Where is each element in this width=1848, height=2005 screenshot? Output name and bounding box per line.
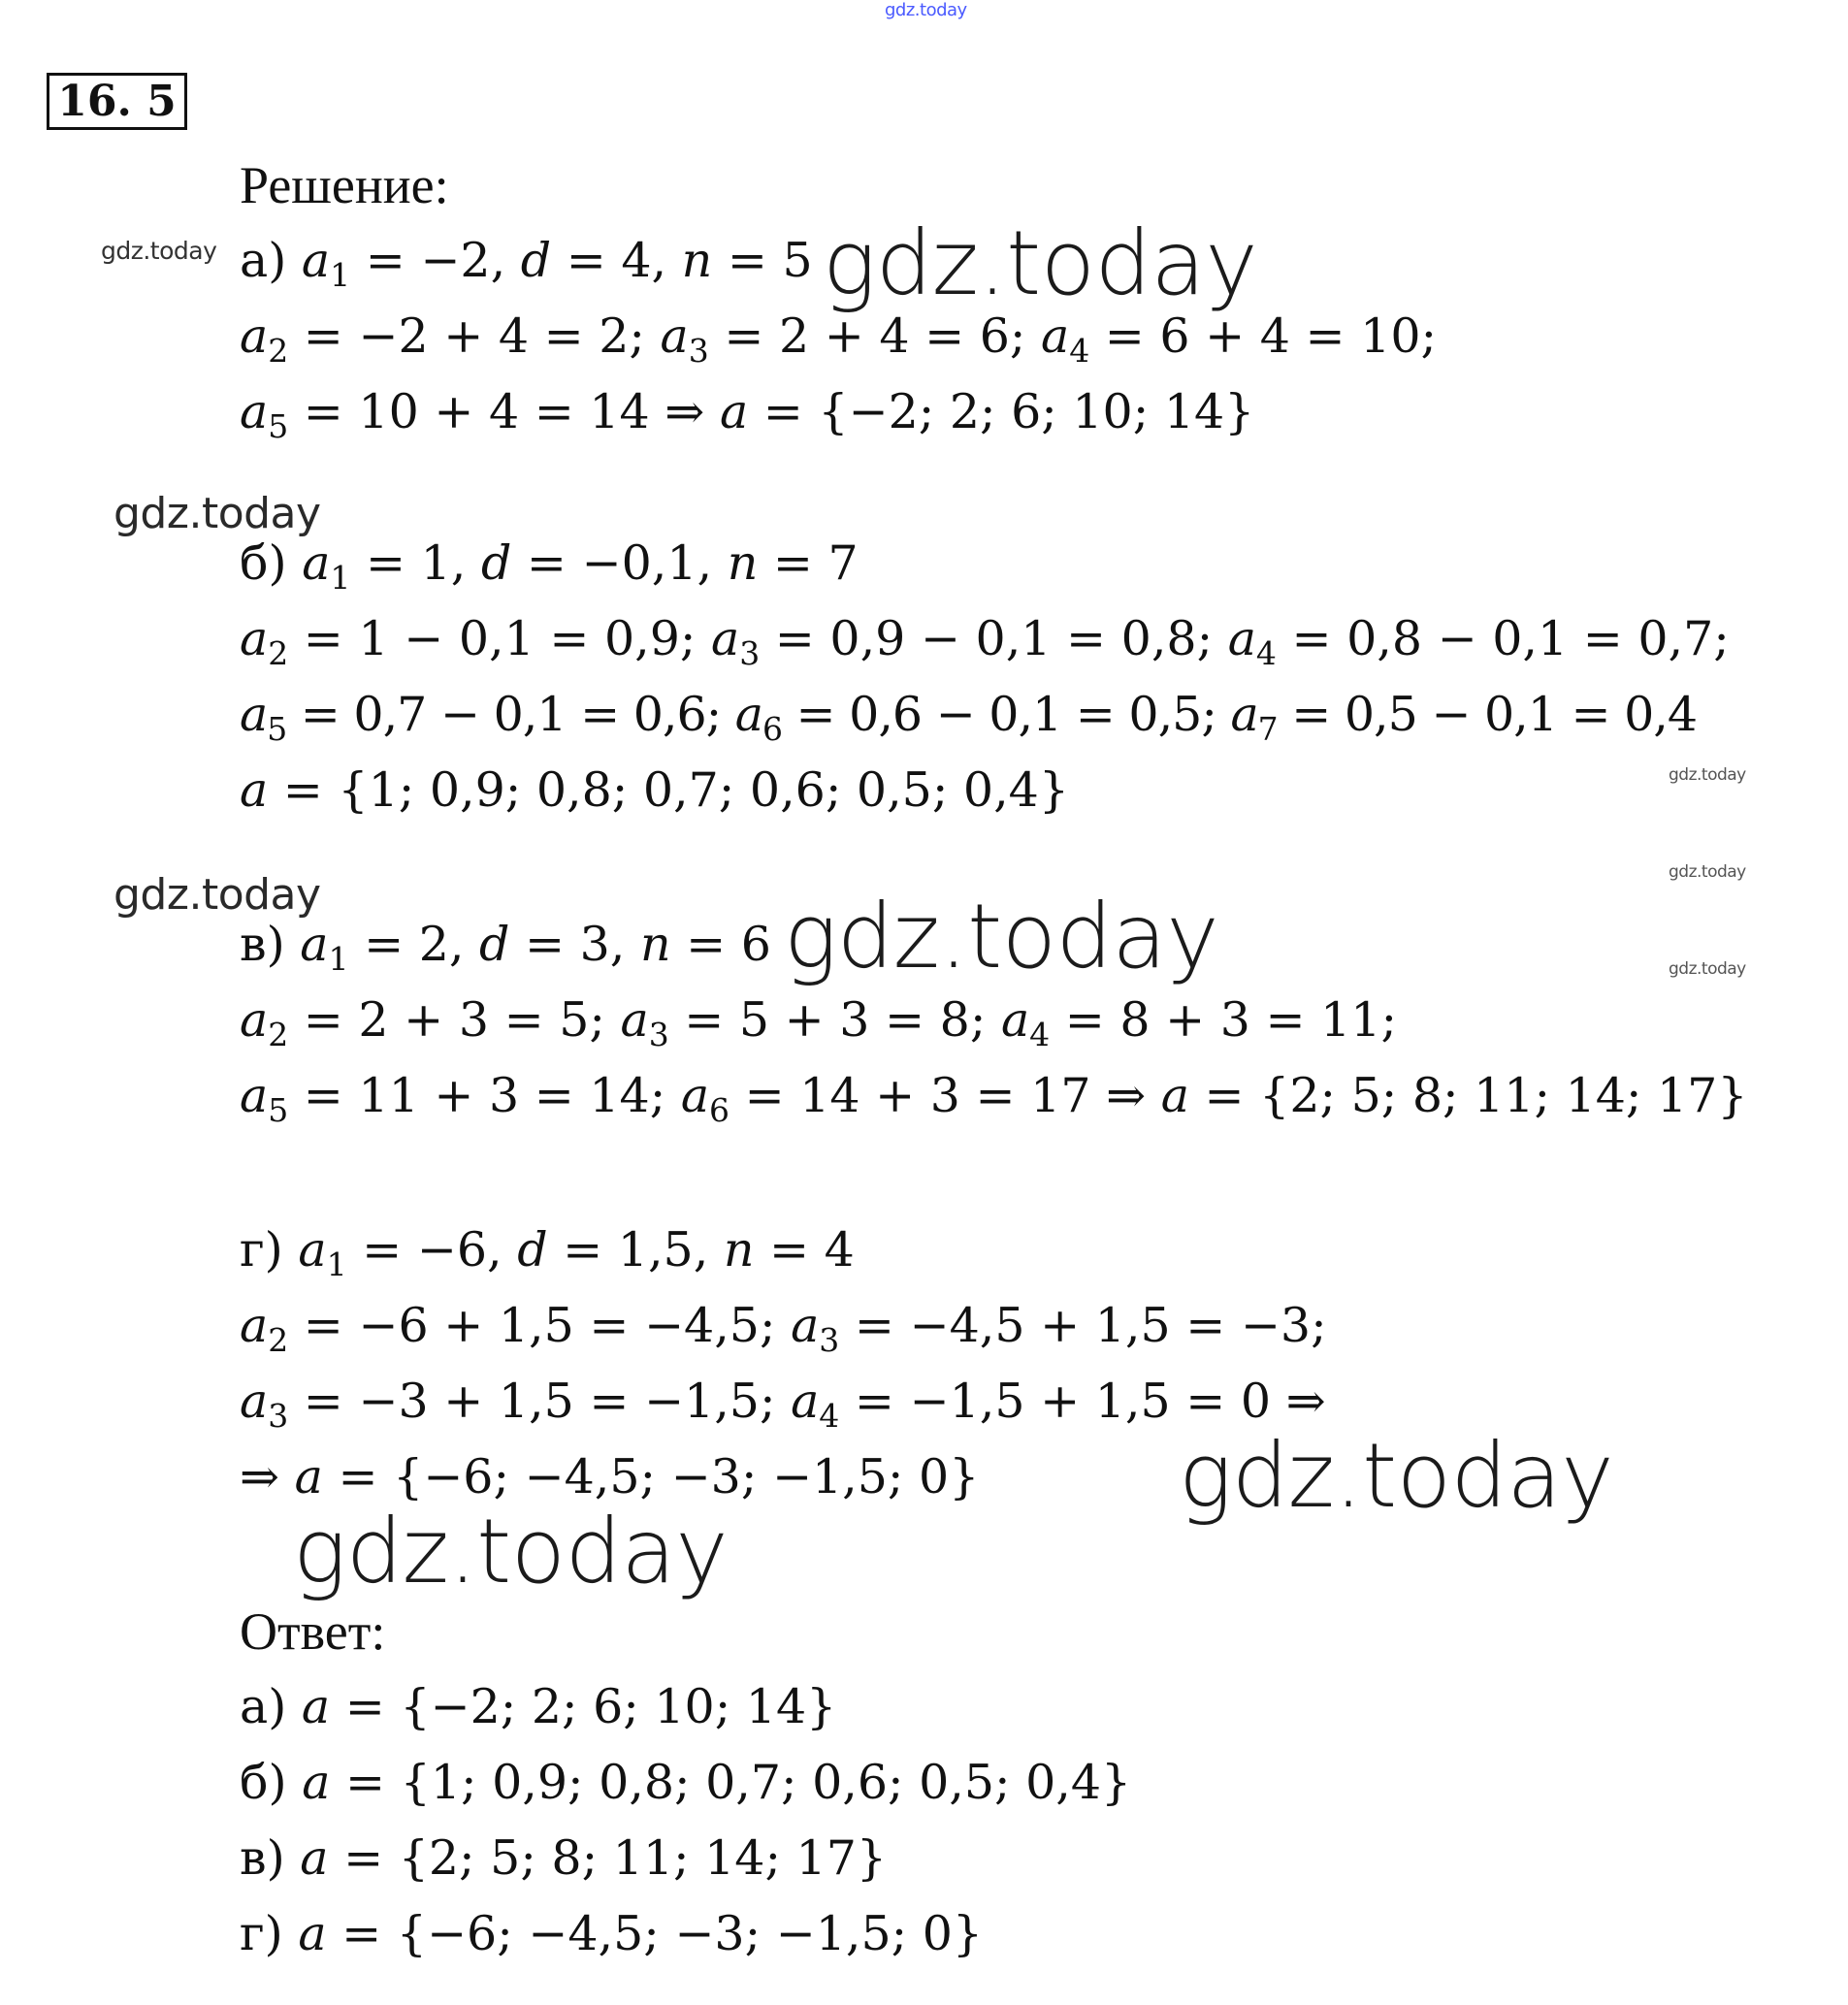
- watermark-left-v: gdz.today: [113, 870, 321, 920]
- part-a-a1: = −2,: [365, 233, 506, 288]
- part-b-line-1: б) $a_1 = 1$, d = −0,1, n = 7: [240, 535, 859, 597]
- part-g-result: = {−6; −4,5; −3; −1,5; 0}: [338, 1449, 980, 1504]
- part-g-line-4: ⇒ a = {−6; −4,5; −3; −1,5; 0}: [240, 1449, 980, 1504]
- part-g-line-1: г) $a_1 = -6$, d = 1,5, n = 4: [240, 1222, 855, 1283]
- answer-v: в) a = {2; 5; 8; 11; 14; 17}: [240, 1830, 888, 1886]
- part-b-a1: = 1,: [366, 535, 467, 591]
- part-g-a1: = −6,: [362, 1222, 503, 1277]
- watermark-large-g-right: gdz.today: [1179, 1424, 1614, 1528]
- part-a-label: а): [240, 233, 287, 288]
- part-b-a2: = 1 − 0,1 = 0,9;: [303, 611, 697, 666]
- part-v-a4: = 8 + 3 = 11;: [1064, 992, 1397, 1048]
- part-v-line-2: $a_2 = 2 + 3 = 5$; $a_3 = 5 + 3 = 8$; $a_4 = 8 + 3 = 11$;: [240, 992, 1397, 1053]
- part-a-n: = 5: [727, 233, 813, 288]
- part-v-a2: = 2 + 3 = 5;: [303, 992, 605, 1048]
- part-b-line-4: a = {1; 0,9; 0,8; 0,7; 0,6; 0,5; 0,4}: [240, 762, 1070, 818]
- answer-g-label: г): [240, 1906, 283, 1961]
- part-g-implies: ⇒: [240, 1449, 280, 1504]
- answer-b-label: б): [240, 1755, 287, 1810]
- part-v-a6: = 14 + 3 = 17 ⇒: [744, 1068, 1147, 1123]
- solution-heading: Решение:: [240, 156, 449, 214]
- part-b-result: = {1; 0,9; 0,8; 0,7; 0,6; 0,5; 0,4}: [282, 762, 1070, 818]
- answer-g-value: = {−6; −4,5; −3; −1,5; 0}: [341, 1906, 984, 1961]
- problem-number: 16. 5: [47, 73, 187, 130]
- part-a-a5: = 10 + 4 = 14 ⇒: [303, 384, 705, 439]
- watermark-right-1: gdz.today: [1669, 765, 1746, 785]
- part-a-line-3: $a_5 = 10 + 4 = 14$ ⇒ a = {−2; 2; 6; 10; 14}: [240, 384, 1255, 445]
- part-v-line-1: в) $a_1 = 2$, d = 3, n = 6: [240, 917, 771, 978]
- part-g-line-2: $a_2 = -6 + 1,5 = -4,5$; $a_3 = -4,5 + 1,5 = -3$;: [240, 1298, 1327, 1359]
- part-v-a5: = 11 + 3 = 14;: [303, 1068, 666, 1123]
- part-b-a5: = 0,7 − 0,1 = 0,6;: [300, 687, 722, 742]
- part-g-label: г): [240, 1222, 283, 1277]
- answer-heading: Ответ:: [240, 1602, 386, 1661]
- watermark-left-a: gdz.today: [101, 237, 217, 265]
- answer-a: а) a = {−2; 2; 6; 10; 14}: [240, 1679, 837, 1734]
- part-a-line-2: $a_2 = -2 + 4 = 2$; $a_3 = 2 + 4 = 6$; $a_4 = 6 + 4 = 10$;: [240, 308, 1438, 370]
- part-a-line-1: а) $a_1 = -2$, d = 4, n = 5: [240, 233, 813, 294]
- part-v-d: = 3,: [525, 917, 626, 972]
- part-a-a2: = −2 + 4 = 2;: [303, 308, 645, 364]
- answer-b-value: = {1; 0,9; 0,8; 0,7; 0,6; 0,5; 0,4}: [345, 1755, 1132, 1810]
- watermark-large-a: gdz.today: [823, 211, 1258, 315]
- part-g-a3: = −4,5 + 1,5 = −3;: [854, 1298, 1327, 1353]
- part-g-a3-second: = −3 + 1,5 = −1,5;: [303, 1374, 776, 1429]
- part-b-line-3: $a_5 = 0,7 - 0,1 = 0,6$; $a_6 = 0,6 - 0,1 = 0,5$; $a_7 = 0,5 - 0,1 = 0,4$: [240, 687, 1698, 748]
- watermark-left-b: gdz.today: [113, 489, 321, 538]
- answer-a-label: а): [240, 1679, 287, 1734]
- watermark-right-3: gdz.today: [1669, 959, 1746, 979]
- answer-v-value: = {2; 5; 8; 11; 14; 17}: [343, 1830, 888, 1886]
- watermark-right-2: gdz.today: [1669, 862, 1746, 882]
- part-b-a6: = 0,6 − 0,1 = 0,5;: [795, 687, 1216, 742]
- part-a-d: = 4,: [566, 233, 667, 288]
- part-g-n: = 4: [769, 1222, 855, 1277]
- part-v-n: = 6: [686, 917, 771, 972]
- part-b-d: = −0,1,: [526, 535, 713, 591]
- part-v-line-3: $a_5 = 11 + 3 = 14$; $a_6 = 14 + 3 = 17$ ⇒ a = {2; 5; 8; 11; 14; 17}: [240, 1068, 1748, 1129]
- part-b-line-2: $a_2 = 1 - 0,1 = 0,9$; $a_3 = 0,9 - 0,1 = 0,8$; $a_4 = 0,8 - 0,1 = 0,7$;: [240, 611, 1730, 672]
- part-v-a3: = 5 + 3 = 8;: [684, 992, 987, 1048]
- part-g-a4: = −1,5 + 1,5 = 0 ⇒: [854, 1374, 1326, 1429]
- part-a-result: = {−2; 2; 6; 10; 14}: [762, 384, 1255, 439]
- answer-a-value: = {−2; 2; 6; 10; 14}: [344, 1679, 837, 1734]
- part-a-a3: = 2 + 4 = 6;: [724, 308, 1026, 364]
- part-g-line-3: $a_3 = -3 + 1,5 = -1,5$; $a_4 = -1,5 + 1,5 = 0$ ⇒: [240, 1374, 1326, 1435]
- answer-b: б) a = {1; 0,9; 0,8; 0,7; 0,6; 0,5; 0,4}: [240, 1755, 1132, 1810]
- watermark-large-g-left: gdz.today: [293, 1500, 729, 1603]
- watermark-large-v: gdz.today: [784, 885, 1219, 988]
- answer-g: г) a = {−6; −4,5; −3; −1,5; 0}: [240, 1906, 984, 1961]
- answer-v-label: в): [240, 1830, 285, 1886]
- part-v-result: = {2; 5; 8; 11; 14; 17}: [1204, 1068, 1748, 1123]
- part-g-d: = 1,5,: [563, 1222, 709, 1277]
- part-b-a3: = 0,9 − 0,1 = 0,8;: [774, 611, 1214, 666]
- part-a-a4: = 6 + 4 = 10;: [1104, 308, 1438, 364]
- part-g-a2: = −6 + 1,5 = −4,5;: [303, 1298, 776, 1353]
- part-v-a1: = 2,: [364, 917, 465, 972]
- watermark-top: gdz.today: [885, 0, 967, 20]
- part-b-n: = 7: [772, 535, 859, 591]
- part-b-a7: = 0,5 − 0,1 = 0,4: [1291, 687, 1698, 742]
- part-b-label: б): [240, 535, 287, 591]
- part-v-label: в): [240, 917, 285, 972]
- part-b-a4: = 0,8 − 0,1 = 0,7;: [1291, 611, 1730, 666]
